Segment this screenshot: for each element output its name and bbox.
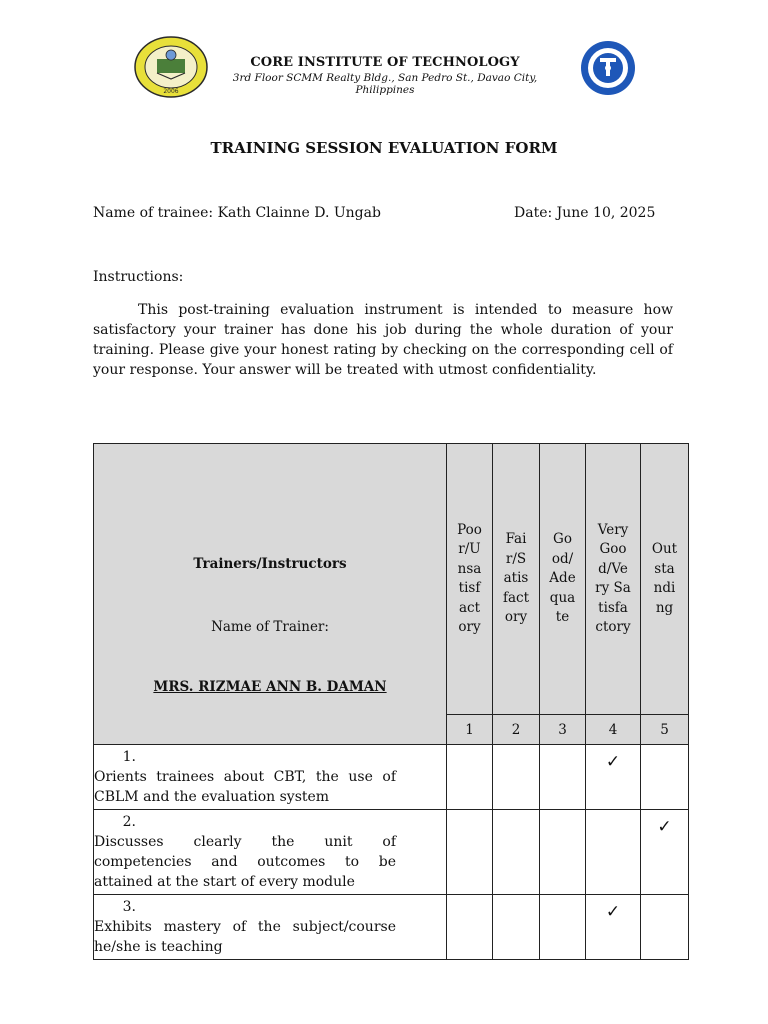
rating-number-2: 2 [493, 715, 540, 745]
criterion-text: Orients trainees about CBT, the use of CBLM and the evaluation system [94, 769, 396, 805]
trainer-name: MRS. RIZMAE ANN B. DAMAN [153, 678, 387, 695]
instructions-label: Instructions: [93, 269, 184, 285]
rating-cell[interactable] [540, 745, 586, 810]
trainer-name-label: Name of Trainer: [211, 618, 329, 635]
rating-number-3: 3 [540, 715, 586, 745]
criterion-number: 3. [122, 899, 136, 915]
rating-cell[interactable] [586, 895, 641, 960]
rating-cell[interactable] [641, 745, 689, 810]
trainers-heading: Trainers/Instructors [193, 555, 347, 572]
institute-name: CORE INSTITUTE OF TECHNOLOGY [250, 55, 520, 70]
check-mark-icon: ✓ [605, 752, 621, 772]
core-institute-logo [133, 35, 209, 99]
trainer-header-cell [94, 444, 447, 745]
rating-cell[interactable] [540, 810, 586, 895]
table-row [94, 895, 689, 960]
criterion-text: Discusses clearly the unit of competencies and outcomes to be attained at the start of every module [94, 834, 396, 890]
institute-address: 3rd Floor SCMM Realty Bldg., San Pedro St., Davao City, Philippines [232, 72, 538, 96]
rating-cell[interactable] [540, 895, 586, 960]
rating-cell[interactable] [447, 745, 493, 810]
rating-header-good: Good/Adequate [540, 444, 586, 715]
date-line: Date: June 10, 2025 [514, 205, 656, 221]
criterion-cell [94, 810, 447, 895]
rating-cell[interactable] [493, 895, 540, 960]
rating-cell[interactable] [641, 895, 689, 960]
rating-cell[interactable] [493, 810, 540, 895]
rating-cell[interactable] [447, 810, 493, 895]
rating-header-outstanding: Outstanding [641, 444, 689, 715]
rating-cell[interactable] [586, 810, 641, 895]
criterion-number: 2. [122, 814, 136, 830]
rating-header-poor: Poor/Unsatisfactory [447, 444, 493, 715]
check-mark-icon: ✓ [605, 902, 621, 922]
criterion-cell [94, 745, 447, 810]
instructions-text: This post-training evaluation instrument is intended to measure how satisfactory your trainer has done his job during the whole duration of your training. Please give your honest rating by checking on the corresponding cell of your response. Your answer will be treated with utmost confidentiality. [93, 302, 673, 378]
rating-number-5: 5 [641, 715, 689, 745]
rating-cell[interactable] [447, 895, 493, 960]
criterion-number: 1. [122, 749, 136, 765]
rating-cell[interactable] [586, 745, 641, 810]
table-row [94, 745, 689, 810]
rating-header-fair: Fair/Satisfactory [493, 444, 540, 715]
table-row [94, 810, 689, 895]
rating-number-1: 1 [447, 715, 493, 745]
trainee-name-line: Name of trainee: Kath Clainne D. Ungab [93, 205, 381, 221]
tesda-seal-icon [580, 40, 636, 96]
form-title: TRAINING SESSION EVALUATION FORM [210, 139, 558, 157]
rating-cell[interactable] [641, 810, 689, 895]
rating-header-very-good: Very Good/Very Satisfactory [586, 444, 641, 715]
rating-number-4: 4 [586, 715, 641, 745]
rating-cell[interactable] [493, 745, 540, 810]
evaluation-table [93, 443, 689, 960]
criterion-text: Exhibits mastery of the subject/course he/she is teaching [94, 919, 396, 955]
criterion-cell [94, 895, 447, 960]
check-mark-icon: ✓ [657, 817, 672, 837]
svg-text:2006: 2006 [163, 88, 179, 95]
